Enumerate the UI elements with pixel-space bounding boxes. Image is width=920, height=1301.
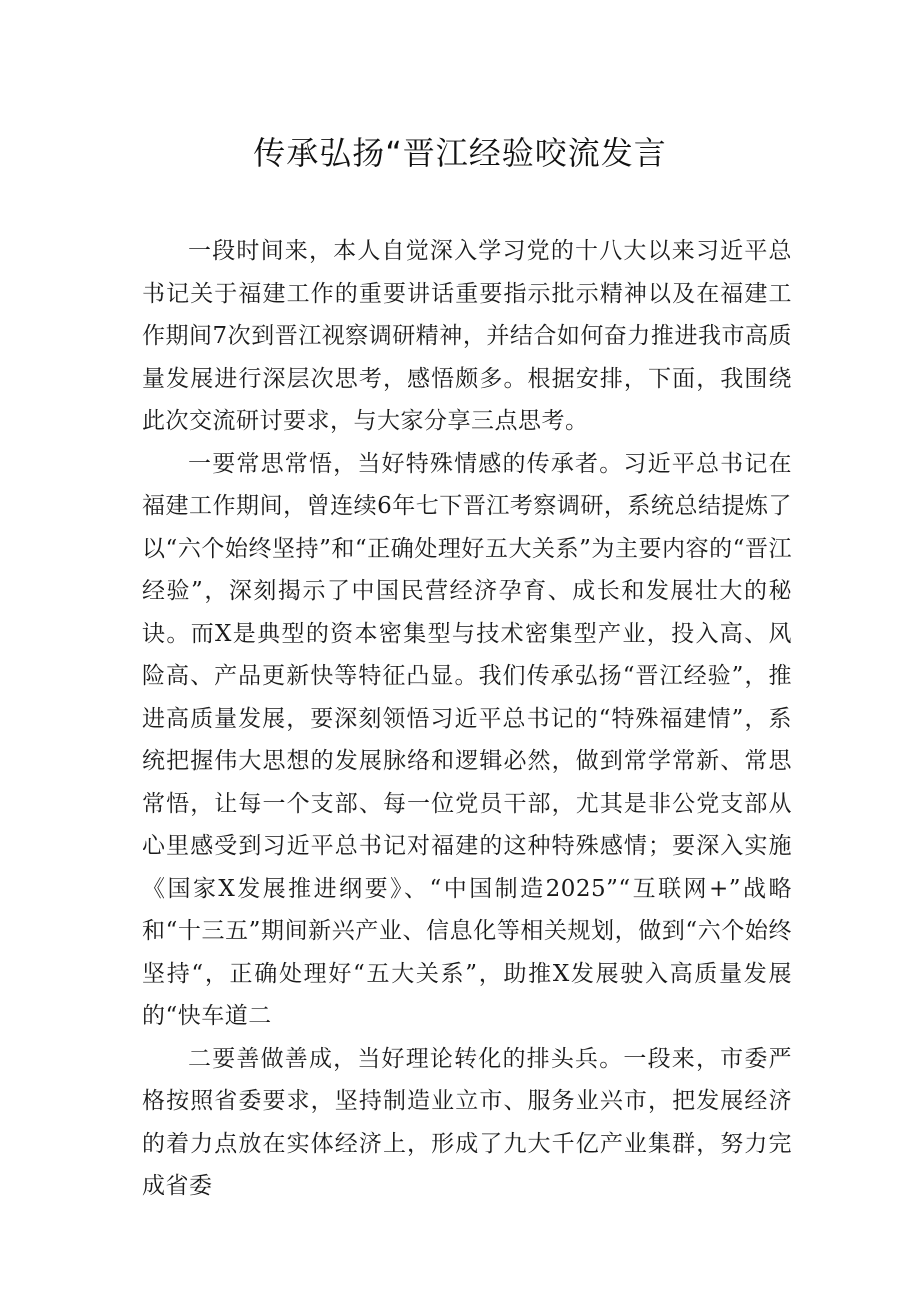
paragraph-intro: 一段时间来，本人自觉深入学习党的十八大以来习近平总书记关于福建工作的重要讲话重要指示批示精神以及在福建工作期间7次到晋江视察调研精神，并结合如何奋力推进我市高质量发展进行深层次思考，感悟颇多。根据安排，下面，我围绕此次交流研讨要求，与大家分享三点思考。 (142, 238, 792, 434)
paragraph-point-one: 一要常思常悟，当好特殊情感的传承者。习近平总书记在福建工作期间，曾连续6年七下晋江考察调研，系统总结提炼了以“六个始终坚持”和“正确处理好五大关系”为主要内容的“晋江经验”，深刻揭示了中国民营经济孕育、成长和发展壮大的秘诀。而X是典型的资本密集型与技术密集型产业，投入高、风险高、产品更新快等特征凸显。我们传承弘扬“晋江经验”，推进高质量发展，要深刻领悟习近平总书记的“特殊福建情”，系统把握伟大思想的发展脉络和逻辑必然，做到常学常新、常思常悟，让每一个支部、每一位党员干部，尤其是非公党支部从心里感受到习近平总书记对福建的这种特殊感情；要深入实施《国家X发展推进纲要》、“中国制造2025”“互联网+”战略和“十三五”期间新兴产业、信息化等相关规划，做到“六个始终坚持“，正确处理好“五大关系”，助推X发展驶入高质量发展的“快车道二 (142, 450, 792, 1029)
paragraph-point-two: 二要善做善成，当好理论转化的排头兵。一段来，市委严格按照省委要求，坚持制造业立市、服务业兴市，把发展经济的着力点放在实体经济上，形成了九大千亿产业集群，努力完成省委 (142, 1045, 792, 1199)
document-title: 传承弘扬“晋江经验咬流发言 (253, 134, 667, 172)
document-body (142, 230, 792, 1208)
